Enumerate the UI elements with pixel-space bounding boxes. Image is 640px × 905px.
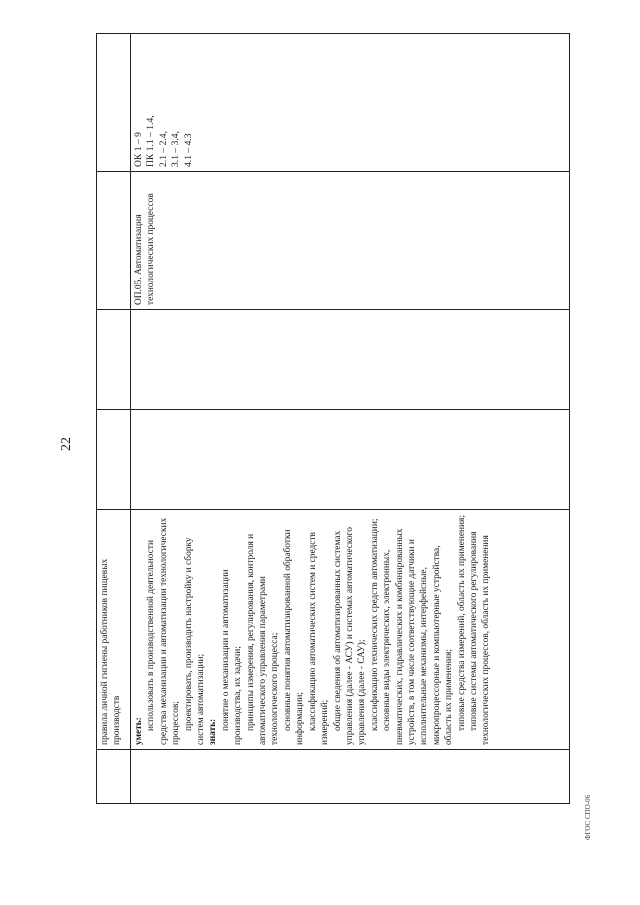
competencies-cell	[131, 34, 570, 172]
competency-code: ПК 1.1 – 1.4,	[145, 115, 157, 167]
table-cell	[131, 310, 570, 410]
footer-code: ФГОС СПО-06	[584, 794, 592, 840]
page-number: 22	[59, 437, 74, 451]
table-cell	[97, 34, 131, 172]
list-item: классификацию автоматических систем и средств измерений;	[307, 532, 331, 745]
list-item: общие сведения об автоматизированных системах управления (далее - АСУ) и системах автоматического управления (далее - САУ);	[332, 527, 368, 745]
list-item: понятие о механизации и автоматизации производства, их задачи;	[220, 569, 244, 745]
discipline-name: ОП.05. Автоматизация технологических процессов	[134, 193, 157, 305]
znat-heading: знать:	[208, 718, 219, 745]
rotated-table-container	[96, 34, 570, 804]
table-cell	[97, 410, 131, 510]
list-item: типовые средства измерений, область их применения;	[456, 515, 467, 731]
table-cell	[97, 510, 131, 750]
umet-heading: уметь:	[134, 717, 144, 745]
table-cell	[131, 410, 570, 510]
discipline-cell	[131, 172, 570, 310]
list-item: использовать в производственной деятельности средства механизации и автоматизации технологических процессов;	[146, 517, 182, 745]
curriculum-table	[96, 33, 570, 804]
competency-code: ОК 1 – 9	[133, 132, 144, 167]
table-cell	[97, 750, 131, 804]
list-item: типовые системы автоматического регулирования технологических процессов, область их применения	[468, 531, 492, 745]
competency-code: 4.1 – 4.3	[182, 133, 194, 167]
continuation-text: правила личной гигиены работников пищевых производств	[100, 558, 123, 745]
list-item: проектировать, производить настройку и сборку систем автоматизации;	[183, 537, 207, 745]
requirements-cell	[131, 510, 570, 750]
list-item: основные понятия автоматизированной обработки информации;	[282, 529, 306, 745]
list-item: классификацию технических средств автоматизации;	[369, 518, 380, 731]
table-row	[97, 34, 131, 804]
table-row	[131, 34, 570, 804]
table-cell	[97, 172, 131, 310]
table-cell	[131, 750, 570, 804]
list-item: основные виды электрических, электронных, пневматических, гидравлических и комбинированных устройств, в том числе соответствующие датчики и исполнительные механизмы, интерфейсные, микропроцессорные и компьютерные устройства, область их применения;	[382, 528, 455, 745]
list-item: принципы измерения, регулирования, контроля и автоматического управления параметрами технологического процесса;	[245, 533, 281, 745]
competency-code: 3.1 – 3.4,	[170, 131, 182, 167]
table-cell	[97, 310, 131, 410]
competency-code: 2.1 – 2.4,	[157, 131, 169, 167]
